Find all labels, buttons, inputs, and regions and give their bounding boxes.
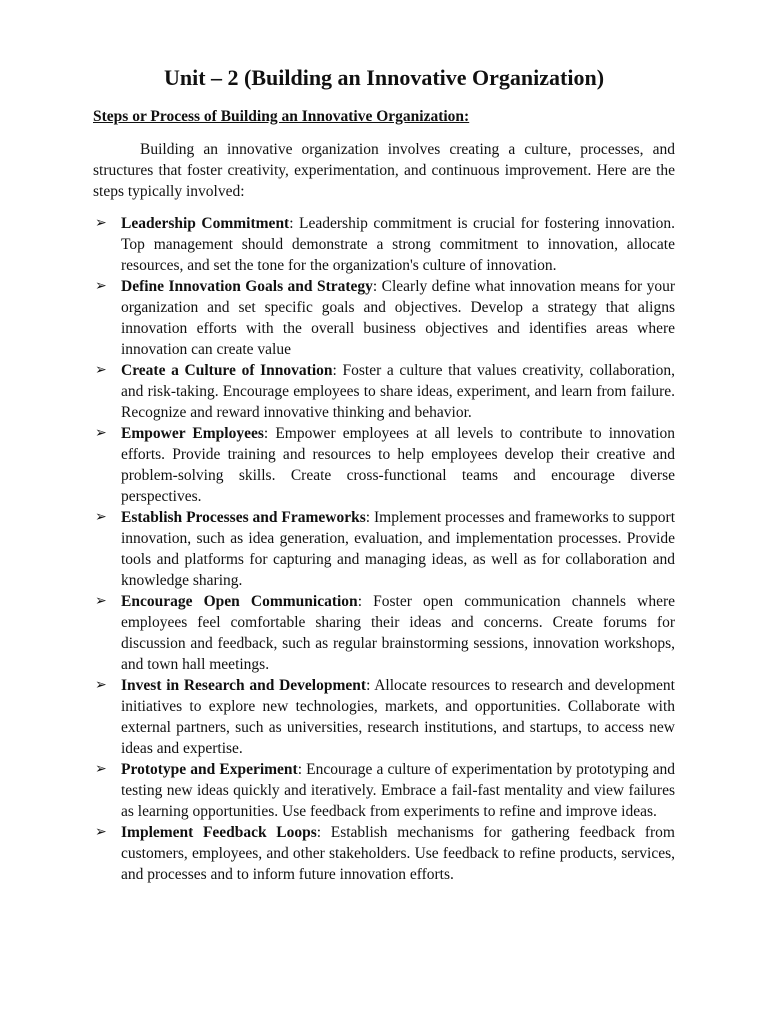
step-name: Create a Culture of Innovation <box>121 362 333 379</box>
list-item <box>93 591 675 675</box>
step-name: Implement Feedback Loops <box>121 824 317 841</box>
step-description: : Foster a culture that values creativity, collaboration, and risk-taking. Encourage employees to share ideas, experiment, and learn from failure. Recognize and reward innovative thinking and behavior. <box>121 362 675 421</box>
arrow-bullet-icon: ➢ <box>95 426 107 441</box>
arrow-bullet-icon: ➢ <box>95 279 107 294</box>
step-description: : Leadership commitment is crucial for fostering innovation. Top management should demonstrate a strong commitment to innovation, allocate resources, and set the tone for the organization's culture of innovation. <box>121 215 675 274</box>
step-name: Prototype and Experiment <box>121 761 298 778</box>
step-name: Invest in Research and Development <box>121 677 367 694</box>
step-description: : Clearly define what innovation means for your organization and set specific goals and objectives. Develop a strategy that aligns innovation efforts with the overall business objectives and identifies areas where innovation can create value <box>121 278 675 358</box>
arrow-bullet-icon: ➢ <box>95 594 107 609</box>
step-name: Define Innovation Goals and Strategy <box>121 278 373 295</box>
list-item <box>93 507 675 591</box>
page-title: Unit – 2 (Building an Innovative Organization) <box>163 65 605 90</box>
list-item <box>93 423 675 507</box>
list-item <box>93 276 675 360</box>
step-name: Establish Processes and Frameworks <box>121 509 366 526</box>
step-name: Encourage Open Communication <box>121 593 358 610</box>
step-description: : Foster open communication channels where employees feel comfortable sharing their ideas and concerns. Create forums for discussion and feedback, such as regular brainstorming sessions, innovation workshops, and town hall meetings. <box>121 593 676 673</box>
step-description: : Establish mechanisms for gathering feedback from customers, employees, and other stakeholders. Use feedback to refine products, services, and processes and to inform future innovation efforts. <box>121 824 675 883</box>
step-name: Empower Employees <box>121 425 264 442</box>
list-item <box>93 675 675 759</box>
arrow-bullet-icon: ➢ <box>95 510 107 525</box>
arrow-bullet-icon: ➢ <box>95 216 107 231</box>
steps-list <box>93 213 675 885</box>
step-description: : Empower employees at all levels to contribute to innovation efforts. Provide training and resources to help employees develop their creative and problem-solving skills. Create cross-functional teams and encourage diverse perspectives. <box>121 425 676 505</box>
intro-paragraph: Building an innovative organization involves creating a culture, processes, and structures that foster creativity, experimentation, and continuous improvement. Here are the steps typically involved: <box>93 141 675 200</box>
list-item <box>93 213 675 276</box>
list-item <box>93 759 675 822</box>
list-item <box>93 822 675 885</box>
arrow-bullet-icon: ➢ <box>95 762 107 777</box>
step-name: Leadership Commitment <box>121 215 290 232</box>
step-description: : Implement processes and frameworks to support innovation, such as idea generation, evaluation, and implementation processes. Provide tools and platforms for capturing and managing ideas, as well as for collaboration and knowledge sharing. <box>121 509 675 589</box>
arrow-bullet-icon: ➢ <box>95 363 107 378</box>
arrow-bullet-icon: ➢ <box>95 678 107 693</box>
section-heading: Steps or Process of Building an Innovative Organization: <box>93 108 470 125</box>
step-description: : Allocate resources to research and development initiatives to explore new technologies, markets, and opportunities. Collaborate with external partners, such as universities, research institutions, and startups, to access new ideas and expertise. <box>121 677 675 757</box>
list-item <box>93 360 675 423</box>
arrow-bullet-icon: ➢ <box>95 825 107 840</box>
step-description: : Encourage a culture of experimentation by prototyping and testing new ideas quickly and iteratively. Embrace a fail-fast mentality and view failures as learning opportunities. Use feedback from experiments to refine and improve ideas. <box>121 761 675 820</box>
